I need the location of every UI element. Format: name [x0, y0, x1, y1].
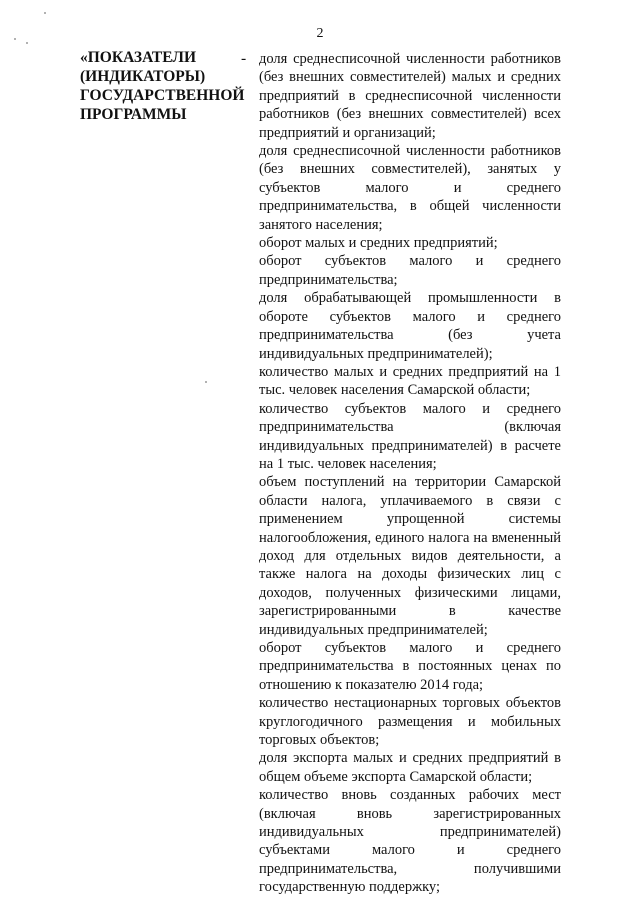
scan-speck — [205, 381, 207, 383]
indicator-item: количество малых и средних предприятий на 1 тыс. человек населения Самарской области; — [259, 363, 561, 399]
heading-line: ПРОГРАММЫ — [80, 106, 187, 123]
indicator-item: доля среднесписочной численности работников (без внешних совместителей) малых и средних предприятий в среднесписочной численности работников (без внешних совместителей) всех предприятий и организаций; — [259, 51, 561, 141]
indicator-list — [259, 50, 561, 897]
section-heading — [80, 48, 245, 124]
page-number: 2 — [316, 26, 324, 41]
indicator-item: оборот малых и средних предприятий; — [259, 235, 498, 252]
indicator-item: оборот субъектов малого и среднего предпринимательства в постоянных ценах по отношению к показателю 2014 года; — [259, 640, 561, 693]
indicator-item: объем поступлений на территории Самарской области налога, уплачиваемого в связи с применением упрощенной системы налогообложения, единого налога на вмененный доход для отдельных видов деятельности, а также налога на доходы физических лиц с доходов, полученных физическими лицами, зарегистрированными в качестве индивидуальных предпринимателей; — [259, 474, 561, 638]
indicator-item: количество нестационарных торговых объектов круглогодичного размещения и мобильных торговых объектов; — [259, 695, 561, 749]
column-separator-dash: - — [241, 50, 247, 67]
scan-speck — [26, 42, 28, 44]
indicator-item: количество субъектов малого и среднего предпринимательства (включая индивидуальных предпринимателей) в расчете на 1 тыс. человек населения; — [259, 400, 561, 472]
indicator-item: доля среднесписочной численности работников (без внешних совместителей), занятых у субъектов малого и среднего предпринимательства, в общей численности занятого населения; — [259, 143, 561, 233]
indicator-item: доля экспорта малых и средних предприятий в общем объеме экспорта Самарской области; — [259, 750, 561, 785]
scan-speck — [44, 12, 46, 14]
heading-line: ГОСУДАРСТВЕННОЙ — [80, 87, 245, 104]
indicator-item: количество вновь созданных рабочих мест (включая вновь зарегистрированных индивидуальных предпринимателей) субъектами малого и среднего предпринимательства, получившими государственную поддержку; — [259, 787, 561, 896]
indicator-item: доля обрабатывающей промышленности в обороте субъектов малого и среднего предпринимательства (без учета индивидуальных предпринимателей); — [259, 290, 561, 362]
heading-line: «ПОКАЗАТЕЛИ — [80, 49, 197, 66]
heading-line: (ИНДИКАТОРЫ) — [80, 68, 206, 85]
scan-speck — [14, 38, 16, 40]
indicator-item: оборот субъектов малого и среднего предпринимательства; — [259, 253, 561, 288]
